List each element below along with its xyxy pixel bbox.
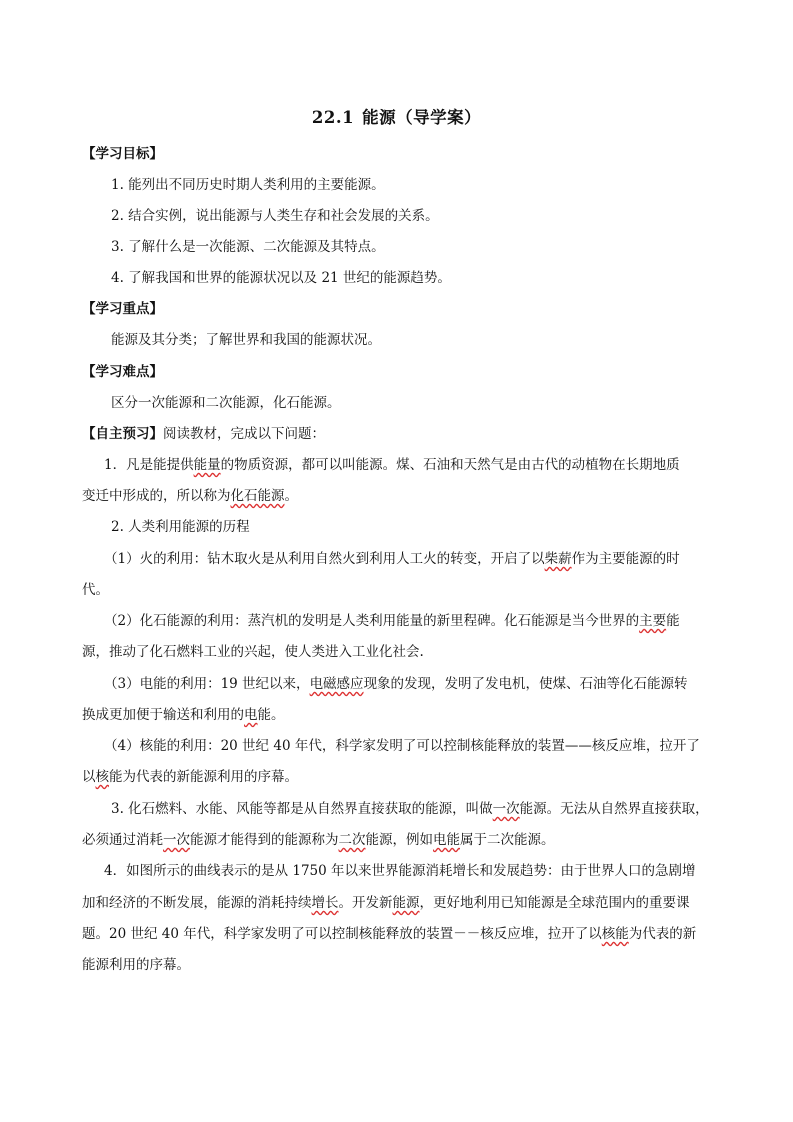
q3-text: 属于二次能源。 [460,832,555,848]
q1-text: 变迁中形成的，所以称为 [82,488,231,504]
q2-2-line-2: 源，推动了化石燃料工业的兴起，使人类进入工业化社会. [82,644,424,660]
q2-text: 能 [666,613,680,629]
page-title [0,104,793,128]
q4-line-1: 4．如图所示的曲线表示的是从 1750 年以来世界能源消耗增长和发展趋势：由于世界人口的急剧增 [104,863,696,879]
q2-answer-nuclear: 核 [95,769,109,785]
q1-line-1 [104,455,680,475]
goal-item-2: 2. 结合实例，说出能源与人类生存和社会发展的关系。 [111,208,439,224]
q2-text: 能为代表的新能源利用的序幕。 [109,769,298,785]
q3-answer-primary-2: 一次 [163,832,190,848]
difficulty-text: 区分一次能源和二次能源，化石能源。 [111,395,341,411]
q2-text: 以 [82,769,96,785]
q2-3-line-2 [82,705,285,725]
q2-1-line-1 [104,549,680,569]
key-text: 能源及其分类；了解世界和我国的能源状况。 [111,332,381,348]
q2-answer-main: 主要 [639,613,667,629]
q4-text: 。开发新 [338,895,393,911]
section-difficulty-heading: 【学习难点】 [82,364,163,380]
title-number: 22.1 [311,108,355,127]
q4-answer-growth: 增长 [311,895,339,911]
q2-text: 现象的发现，发明了发电机，使煤、石油等化石能源转 [363,676,688,692]
q2-answer-induction: 电磁感应 [309,676,364,692]
q2-answer-firewood: 柴薪 [544,551,572,567]
q4-text: ，更好地利用已知能源是全球范围内的重要课 [419,895,690,911]
q4-text: 加和经济的不断发展，能源的消耗持续 [82,895,312,911]
q2-3-line-1 [104,674,688,694]
q2-answer-electric: 电 [244,707,258,723]
q1-answer-energy: 能量 [193,457,221,473]
preview-intro: 阅读教材，完成以下问题： [163,426,325,442]
q4-line-3 [82,924,696,944]
q2-text: （1）火的利用：钻木取火是从利用自然火到利用人工火的转变，开启了以 [104,551,545,567]
q2-text: （3）电能的利用：19 世纪以来， [104,676,310,692]
q3-text: 能源才能得到的能源称为 [190,832,339,848]
q2-text: （2）化石能源的利用：蒸汽机的发明是人类利用能量的新里程碑。化石能源是当今世界的 [104,613,640,629]
q4-answer-energy: 能源 [392,895,420,911]
q4-text: 题。20 世纪 40 年代，科学家发明了可以控制核能释放的装置－－核反应堆，拉开了以 [82,926,602,942]
q2-text: 换成更加便于输送和利用的 [82,707,244,723]
section-preview-heading: 【自主预习】 [82,426,163,442]
q1-line-2 [82,486,298,506]
q3-text: 必须通过消耗 [82,832,163,848]
q4-line-4: 能源利用的序幕。 [82,957,190,973]
q2-2-line-1 [104,611,680,631]
q2-heading: 2. 人类利用能源的历程 [111,519,250,535]
q4-line-2 [82,893,690,913]
q2-1-line-2: 代。 [82,582,109,598]
q3-line-1 [111,799,709,819]
q3-text: 能源。无法从自然界直接获取， [519,801,709,817]
section-preview-line [82,424,325,444]
q1-text: 的物质资源，都可以叫能源。煤、石油和天然气是由古代的动植物在长期地质 [220,457,680,473]
q1-answer-fossil: 化石能源 [230,488,285,504]
q3-answer-electricity: 电能 [433,832,460,848]
goal-item-1: 1. 能列出不同历史时期人类利用的主要能源。 [111,177,385,193]
q3-text: 3. 化石燃料、水能、风能等都是从自然界直接获取的能源，叫做 [111,801,493,817]
q1-text: 。 [284,488,298,504]
q2-4-line-2 [82,767,298,787]
q3-text: 能源，例如 [365,832,433,848]
q2-4-line-1: （4）核能的利用：20 世纪 40 年代，科学家发明了可以控制核能释放的装置——核反应堆，拉开了 [104,738,700,754]
title-text: 能源（导学案） [362,108,482,127]
section-goal-heading: 【学习目标】 [82,146,163,162]
section-key-heading: 【学习重点】 [82,301,163,317]
q3-answer-secondary: 二次 [338,832,366,848]
q4-text: 为代表的新 [628,926,697,942]
q2-text: 能。 [257,707,285,723]
goal-item-4: 4. 了解我国和世界的能源状况以及 21 世纪的能源趋势。 [111,270,451,286]
q4-answer-nuclear: 核能 [601,926,629,942]
goal-item-3: 3. 了解什么是一次能源、二次能源及其特点。 [111,239,385,255]
q3-line-2 [82,830,555,850]
q1-text: 1．凡是能提供 [104,457,194,473]
q2-text: 作为主要能源的时 [571,551,680,567]
q3-answer-primary: 一次 [492,801,520,817]
